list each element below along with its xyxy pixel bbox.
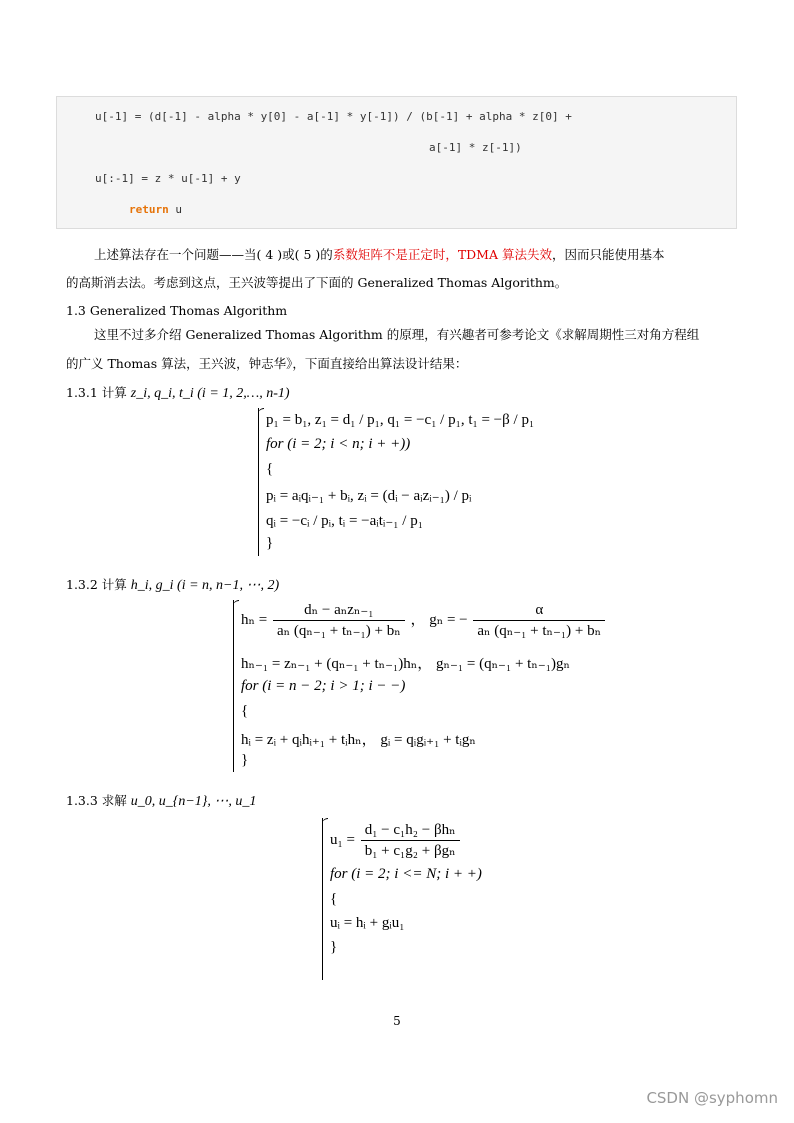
left-brace [322, 818, 329, 980]
eq1-line-5: qᵢ = −cᵢ / pᵢ, tᵢ = −aᵢtᵢ₋₁ / p₁ [266, 513, 423, 529]
eq2-line-5: hᵢ = zᵢ + qᵢhᵢ₊₁ + tᵢhₙ， gᵢ = qᵢgᵢ₊₁ + tᵢgₙ [241, 732, 476, 748]
page-number: 5 [393, 1014, 401, 1028]
eq1-line-4: pᵢ = aᵢqᵢ₋₁ + bᵢ, zᵢ = (dᵢ − aᵢzᵢ₋₁) / pᵢ [266, 488, 472, 504]
paragraph-1-text-end: ，因而只能使用基本 [551, 247, 665, 262]
watermark: CSDN @syphomn [646, 1089, 778, 1107]
equation-block-1 [258, 408, 558, 556]
u1-denominator: b₁ + c₁g₂ + βgₙ [364, 843, 456, 859]
left-brace [233, 600, 240, 772]
code-line-1: u[-1] = (d[-1] - alpha * y[0] - a[-1] * y[-1]) / (b[-1] + alpha * z[0] + [95, 110, 572, 123]
equation-block-3 [322, 818, 522, 980]
gn-lhs: ， gₙ = − [410, 611, 468, 628]
section-heading-1-3: 1.3 Generalized Thomas Algorithm [66, 303, 288, 318]
paragraph-1-line-1 [94, 243, 665, 267]
paragraph-1-line-2: 的高斯消去法。考虑到这点，王兴波等提出了下面的 Generalized Thomas Algorithm。 [66, 275, 568, 290]
eq3-line-3: { [330, 891, 338, 907]
code-line-3: u[:-1] = z * u[-1] + y [95, 172, 241, 185]
eq1-line-6: } [266, 535, 274, 551]
gn-fraction [473, 600, 605, 641]
heading-math: h_i, g_i (i = n, n−1, ⋯, 2) [130, 578, 280, 593]
code-line-2: a[-1] * z[-1]) [429, 141, 522, 154]
return-value: u [168, 203, 182, 216]
paragraph-2-line-2: 的广义 Thomas 算法，王兴波，钟志华》，下面直接给出算法设计结果： [66, 356, 468, 371]
heading-math: u_0, u_{n−1}, ⋯, u_1 [130, 794, 257, 809]
heading-prefix: 1.3.1 计算 [66, 385, 131, 400]
eq2-line-6: } [241, 752, 249, 768]
eq2-line-3: for (i = n − 2; i > 1; i − −) [241, 678, 406, 694]
hn-denominator: aₙ (qₙ₋₁ + tₙ₋₁) + bₙ [276, 623, 401, 639]
heading-prefix: 1.3.2 计算 [66, 577, 131, 592]
paragraph-2-line-1: 这里不过多介绍 Generalized Thomas Algorithm 的原理，有兴趣者可参考论文《求解周期性三对角方程组 [94, 327, 700, 342]
u1-lhs: u₁ = [330, 831, 355, 848]
heading-math: z_i, q_i, t_i (i = 1, 2,…, n-1) [130, 386, 290, 401]
eq3-line-2: for (i = 2; i <= N; i + +) [330, 866, 482, 882]
gn-numerator: α [473, 600, 605, 621]
eq2-line-4: { [241, 703, 249, 719]
eq1-line-1: p₁ = b₁, z₁ = d₁ / p₁, q₁ = −c₁ / p₁, t₁ = −β / p₁ [266, 412, 535, 428]
eq1-line-2: for (i = 2; i < n; i + +)) [266, 436, 411, 452]
hn-lhs: hₙ = [241, 611, 268, 628]
heading-prefix: 1.3.3 求解 [66, 793, 131, 808]
eq1-line-3: { [266, 461, 274, 477]
hn-numerator: dₙ − aₙzₙ₋₁ [273, 600, 405, 621]
return-keyword: return [129, 203, 169, 216]
u1-numerator: d₁ − c₁h₂ − βhₙ [361, 820, 460, 841]
left-brace [258, 408, 265, 556]
gn-denominator: aₙ (qₙ₋₁ + tₙ₋₁) + bₙ [477, 623, 602, 639]
section-heading-1-3-2 [66, 575, 279, 594]
eq3-line-4: uᵢ = hᵢ + gᵢu₁ [330, 915, 405, 931]
code-line-4 [129, 203, 182, 216]
equation-block-2 [233, 600, 602, 772]
eq2-line-1 [241, 600, 607, 641]
code-block [56, 96, 737, 229]
u1-fraction [361, 820, 460, 861]
paragraph-1-text: 上述算法存在一个问题——当( 4 )或( 5 )的 [94, 247, 333, 262]
paragraph-1-highlight: 系数矩阵不是正定时，TDMA 算法失效 [332, 247, 552, 262]
hn-fraction [273, 600, 405, 641]
section-heading-1-3-3 [66, 791, 256, 810]
section-heading-1-3-1 [66, 383, 290, 402]
eq3-line-1 [330, 820, 462, 861]
eq3-line-5: } [330, 939, 338, 955]
eq2-line-2: hₙ₋₁ = zₙ₋₁ + (qₙ₋₁ + tₙ₋₁)hₙ， gₙ₋₁ = (qₙ₋₁ + tₙ₋₁)gₙ [241, 656, 570, 672]
